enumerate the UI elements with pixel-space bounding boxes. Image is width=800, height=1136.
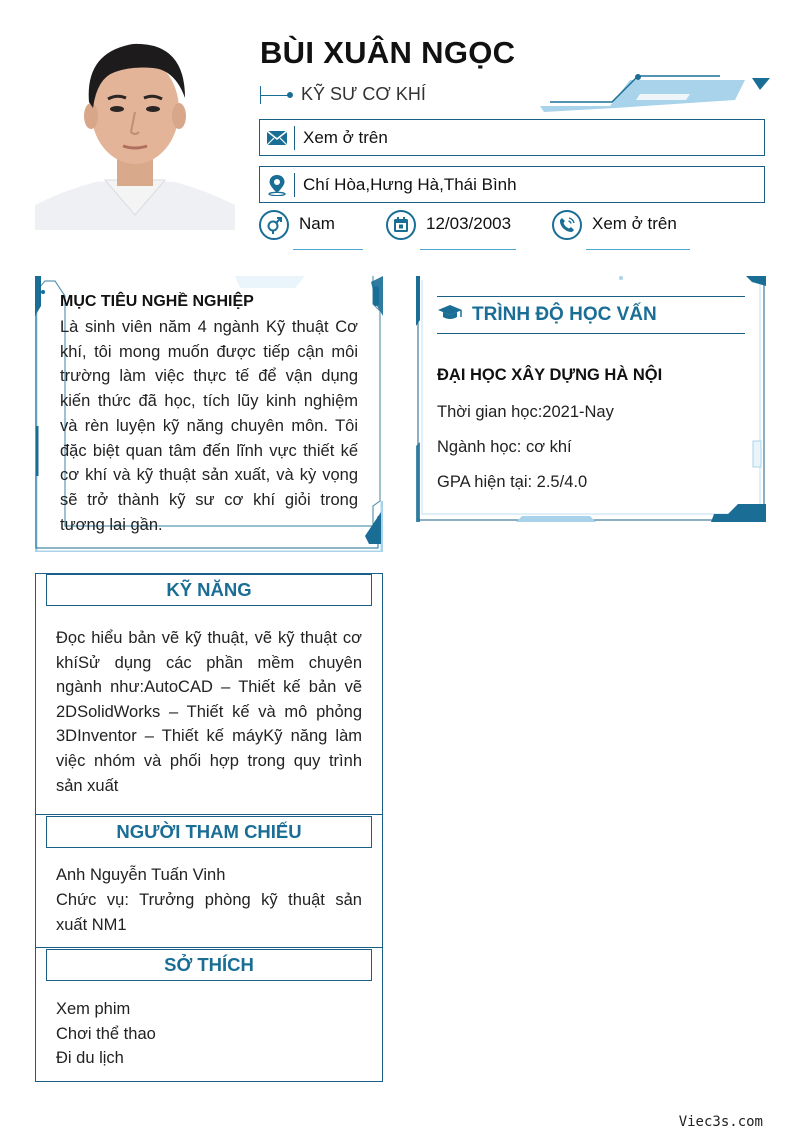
education-gpa: GPA hiện tại: 2.5/4.0 xyxy=(437,473,588,491)
hobbies-heading: SỞ THÍCH xyxy=(46,949,372,981)
hobby-item: Chơi thể thao xyxy=(56,1025,156,1043)
calendar-icon xyxy=(386,210,416,240)
profile-photo xyxy=(35,30,235,230)
email-box xyxy=(259,119,765,156)
email-separator xyxy=(294,126,295,150)
gender-value: Nam xyxy=(299,214,335,233)
candidate-name: BÙI XUÂN NGỌC xyxy=(260,35,516,70)
education-major: Ngành học: cơ khí xyxy=(437,438,572,456)
education-heading-bar xyxy=(437,296,745,334)
phone-icon xyxy=(552,210,582,240)
title-line xyxy=(260,95,290,96)
birthdate-underline xyxy=(420,249,516,250)
references-heading: NGƯỜI THAM CHIẾU xyxy=(46,816,372,848)
header-decoration xyxy=(540,72,772,114)
title-dot xyxy=(287,92,293,98)
address-box xyxy=(259,166,765,203)
gender-underline xyxy=(293,249,363,250)
hobby-item: Đi du lịch xyxy=(56,1049,124,1067)
skills-heading: KỸ NĂNG xyxy=(46,574,372,606)
objective-text: Là sinh viên năm 4 ngành Kỹ thuật Cơ khí, tôi mong muốn được tiếp cận môi trường làm việc thực tế để vận dụng kiến thức đã học, tích lũy kinh nghiệm và rèn luyện kỹ năng chuyên môn. Tôi đặc biệt quan tâm đến lĩnh vực thiết kế cơ khí và kỹ thuật sản xuất, và kỳ vọng sẽ trở thành kỹ sư cơ khí giỏi trong tương lai gần. xyxy=(60,318,358,534)
references-position: Chức vụ: Trưởng phòng kỹ thuật sản xuất NM1 xyxy=(56,891,362,934)
education-period: Thời gian học:2021-Nay xyxy=(437,403,614,421)
education-heading: TRÌNH ĐỘ HỌC VẤN xyxy=(472,304,657,325)
hobby-item: Xem phim xyxy=(56,1000,131,1018)
address-separator xyxy=(294,173,295,197)
objective-heading: MỤC TIÊU NGHỀ NGHIỆP xyxy=(60,293,254,310)
job-title: KỸ SƯ CƠ KHÍ xyxy=(301,84,426,104)
phone-value[interactable]: Xem ở trên xyxy=(592,214,677,233)
graduation-cap-icon xyxy=(437,303,463,328)
skills-text: Đọc hiểu bản vẽ kỹ thuật, vẽ kỹ thuật cơ khíSử dụng các phần mềm chuyên ngành như:AutoCAD – Thiết kế bản vẽ 2DSolidWorks – Thiết kế và mô phỏng 3DInventor – Thiết kế máyKỹ năng làm việc nhóm và phối hợp trong quy trình sản xuất xyxy=(56,629,362,795)
education-school: ĐẠI HỌC XÂY DỰNG HÀ NỘI xyxy=(437,366,663,384)
envelope-icon xyxy=(260,120,294,155)
section-divider-2 xyxy=(35,947,383,948)
references-name: Anh Nguyễn Tuấn Vinh xyxy=(56,866,226,884)
phone-underline xyxy=(586,249,690,250)
brand-watermark: Viec3s.com xyxy=(678,1114,763,1130)
map-pin-icon xyxy=(260,167,294,202)
section-divider-1 xyxy=(35,814,383,815)
address-value: Chí Hòa,Hưng Hà,Thái Bình xyxy=(303,174,517,194)
birthdate-value: 12/03/2003 xyxy=(426,214,512,233)
gender-icon xyxy=(259,210,289,240)
email-value[interactable]: Xem ở trên xyxy=(303,127,388,147)
